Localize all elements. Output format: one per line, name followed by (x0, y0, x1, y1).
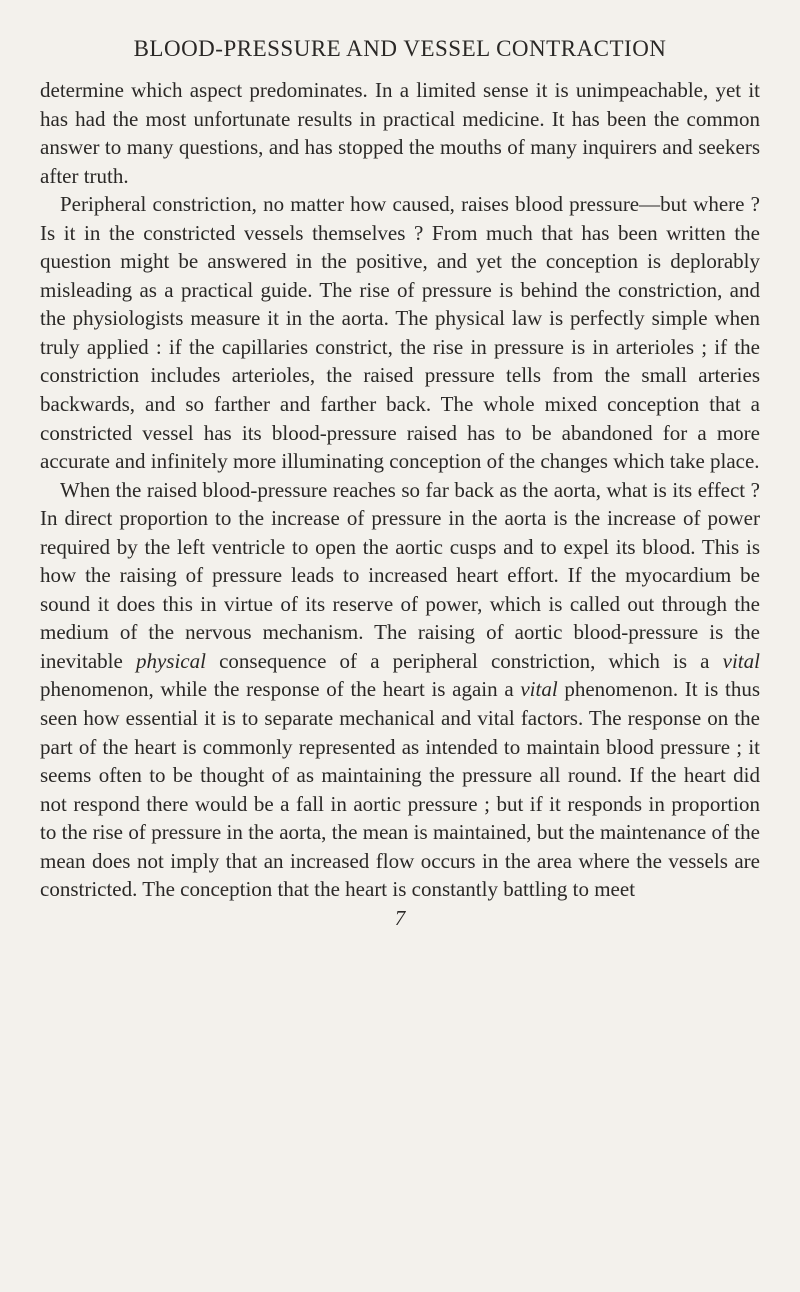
running-head: BLOOD-PRESSURE AND VESSEL CONTRACTION (133, 36, 667, 61)
text-run: phenomenon. It is thus seen how essential it is to separate mechanical and vital factors. The response on the part of the heart is commonly represented as intended to maintain blood pressure ; it seems often to be thought of as maintaining the pressure all round. If the heart did not respond there would be a fall in aortic pressure ; but if it responds in proportion to the rise of pressure in the aorta, the mean is maintained, but the maintenance of the mean does not imply that an increased flow occurs in the area where the vessels are constricted. The conception that the heart is constantly battling to meet (40, 677, 760, 902)
text-run: phenomenon, while the response of the heart is again a (40, 677, 521, 702)
italic-text: vital (520, 677, 558, 702)
italic-text: vital (722, 648, 760, 673)
body-text (40, 76, 760, 904)
book-page (40, 36, 760, 1276)
text-run: determine which aspect predominates. In a limited sense it is unimpeachable, yet it has had the most unfortunate results in practical medicine. It has been the common answer to many questions, and has stopped the mouths of many inquirers and seekers after truth. (40, 78, 760, 188)
page-number: 7 (394, 905, 406, 930)
italic-text: physical (135, 648, 206, 673)
paragraph (40, 76, 760, 190)
text-run: When the raised blood-pressure reaches so far back as the aorta, what is its effect ? In direct proportion to the increase of pressure in the aorta is the increase of power required by the left ventricle to open the aortic cusps and to expel its blood. This is how the raising of pressure leads to increased heart effort. If the myocardium be sound it does this in virtue of its reserve of power, which is called out through the medium of the nervous mechanism. The raising of aortic blood-pressure is the inevitable (40, 477, 760, 673)
text-run: Peripheral constriction, no matter how caused, raises blood pressure—but where ? Is it in the constricted vessels themselves ? From much that has been written the question might be answered in the positive, and yet the conception is deplorably misleading as a practical guide. The rise of pressure is behind the constriction, and the physiologists measure it in the aorta. The physical law is perfectly simple when truly applied : if the capillaries constrict, the rise in pressure is in arterioles ; if the constriction includes arterioles, the raised pressure tells from the small arteries backwards, and so farther and farther back. The whole mixed conception that a constricted vessel has its blood-pressure raised has to be abandoned for a more accurate and infinitely more illuminating conception of the changes which take place. (40, 192, 760, 474)
text-run: consequence of a peripheral constriction, which is a (205, 648, 723, 673)
paragraph (40, 476, 760, 904)
paragraph (40, 190, 760, 475)
